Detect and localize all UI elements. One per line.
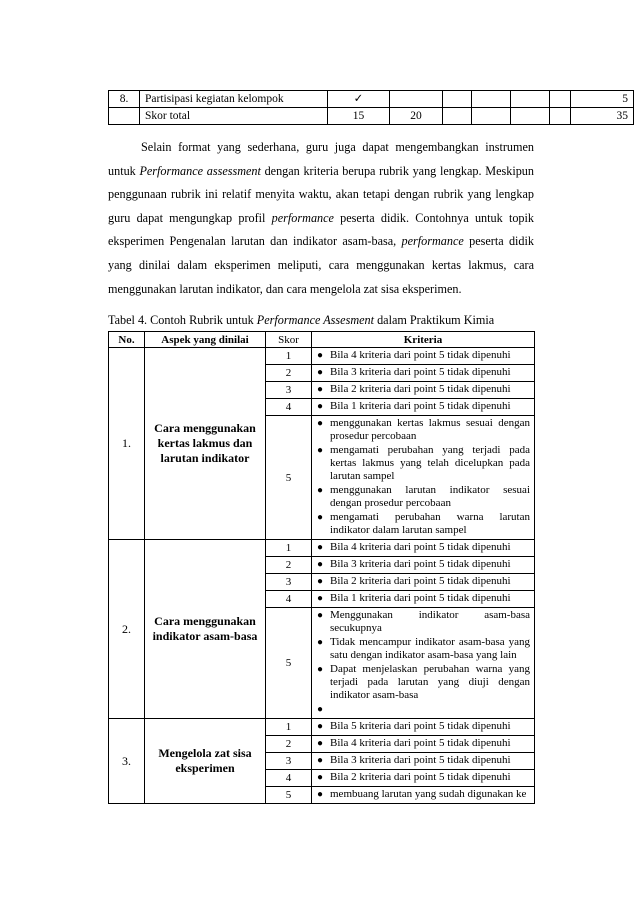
bullet-icon: ●: [317, 738, 324, 749]
score-cell-aspek: Partisipasi kegiatan kelompok: [140, 91, 328, 108]
score-cell-c4: [472, 91, 511, 108]
rubric-number: 1.: [109, 348, 145, 540]
criteria-item: [316, 400, 530, 413]
rubric-score: 4: [266, 591, 312, 608]
rubric-row: [109, 348, 535, 365]
criteria-item: [316, 366, 530, 379]
criteria-item: [316, 417, 530, 443]
criteria-item: [316, 663, 530, 702]
criteria-text: Bila 3 kriteria dari point 5 tidak dipenuhi: [330, 366, 511, 378]
criteria-text: mengamati perubahan warna larutan indikator dalam larutan sampel: [330, 511, 530, 536]
rubric-criteria: [312, 382, 535, 399]
rubric-score: 5: [266, 416, 312, 540]
criteria-text: Bila 4 kriteria dari point 5 tidak dipenuhi: [330, 737, 511, 749]
criteria-item: [316, 575, 530, 588]
criteria-text: Bila 3 kriteria dari point 5 tidak dipenuhi: [330, 558, 511, 570]
score-cell-c2: 20: [390, 108, 443, 125]
criteria-text: Bila 2 kriteria dari point 5 tidak dipenuhi: [330, 771, 511, 783]
criteria-item: [316, 636, 530, 662]
score-cell-c1: ✓: [328, 91, 390, 108]
header-aspek: Aspek yang dinilai: [145, 332, 266, 348]
rubric-criteria: [312, 365, 535, 382]
rubric-score: 2: [266, 365, 312, 382]
rubric-number: 2.: [109, 540, 145, 719]
criteria-text: Bila 2 kriteria dari point 5 tidak dipenuhi: [330, 383, 511, 395]
rubric-criteria: [312, 753, 535, 770]
paragraph-line1: Selain format yang sederhana, guru juga dapat mengembangkan instrumen: [141, 140, 534, 154]
criteria-item: [316, 720, 530, 733]
bullet-icon: ●: [317, 755, 324, 766]
score-row: [109, 91, 634, 108]
rubric-criteria: [312, 416, 535, 540]
bullet-icon: ●: [317, 445, 324, 456]
criteria-list: [316, 592, 530, 605]
bullet-icon: ●: [317, 637, 324, 648]
rubric-score: 2: [266, 736, 312, 753]
score-cell-c4: [472, 108, 511, 125]
score-cell-total: 5: [571, 91, 634, 108]
rubric-criteria: [312, 787, 535, 804]
bullet-icon: ●: [317, 542, 324, 553]
rubric-criteria: [312, 736, 535, 753]
criteria-item: [316, 444, 530, 483]
rubric-criteria: [312, 719, 535, 736]
bullet-icon: ●: [317, 704, 324, 715]
bullet-icon: ●: [317, 401, 324, 412]
score-cell-no: [109, 108, 140, 125]
score-row: [109, 108, 634, 125]
rubric-row: [109, 540, 535, 557]
header-kriteria: Kriteria: [312, 332, 535, 348]
criteria-text: Bila 5 kriteria dari point 5 tidak dipenuhi: [330, 720, 511, 732]
criteria-text: Dapat menjelaskan perubahan warna yang terjadi pada larutan yang diuji dengan indikator asam-basa: [330, 663, 530, 701]
criteria-item: [316, 703, 530, 716]
criteria-item: [316, 609, 530, 635]
bullet-icon: ●: [317, 512, 324, 523]
rubric-score: 1: [266, 719, 312, 736]
rubric-criteria: [312, 540, 535, 557]
rubric-aspect: Cara menggunakan kertas lakmus dan larutan indikator: [145, 348, 266, 540]
criteria-item: [316, 349, 530, 362]
rubric-criteria: [312, 557, 535, 574]
rubric-header-row: [109, 332, 535, 348]
rubric-score: 4: [266, 399, 312, 416]
criteria-item: [316, 754, 530, 767]
rubric-score: 5: [266, 608, 312, 719]
criteria-item: [316, 541, 530, 554]
criteria-list: [316, 366, 530, 379]
criteria-item: [316, 484, 530, 510]
score-cell-c3: [443, 108, 472, 125]
rubric-criteria: [312, 608, 535, 719]
rubric-aspect: Mengelola zat sisa eksperimen: [145, 719, 266, 804]
criteria-list: [316, 575, 530, 588]
criteria-text: membuang larutan yang sudah digunakan ke: [330, 788, 527, 800]
criteria-list: [316, 400, 530, 413]
criteria-list: [316, 720, 530, 733]
score-cell-total: 35: [571, 108, 634, 125]
rubric-criteria: [312, 348, 535, 365]
bullet-icon: ●: [317, 350, 324, 361]
rubric-score: 5: [266, 787, 312, 804]
criteria-item: [316, 383, 530, 396]
rubric-criteria: [312, 770, 535, 787]
rubric-score: 4: [266, 770, 312, 787]
criteria-text: menggunakan kertas lakmus sesuai dengan prosedur percobaan: [330, 417, 530, 442]
rubric-score: 1: [266, 540, 312, 557]
bullet-icon: ●: [317, 367, 324, 378]
criteria-item: [316, 511, 530, 537]
rubric-score: 3: [266, 382, 312, 399]
header-no: No.: [109, 332, 145, 348]
rubric-criteria: [312, 591, 535, 608]
criteria-list: [316, 754, 530, 767]
criteria-list: [316, 349, 530, 362]
score-cell-c6: [550, 108, 571, 125]
criteria-text: Bila 4 kriteria dari point 5 tidak dipenuhi: [330, 541, 511, 553]
criteria-list: [316, 383, 530, 396]
bullet-icon: ●: [317, 576, 324, 587]
bullet-icon: ●: [317, 789, 324, 800]
score-cell-c2: [390, 91, 443, 108]
criteria-text: menggunakan larutan indikator sesuai dengan prosedur percobaan: [330, 484, 530, 509]
criteria-item: [316, 592, 530, 605]
bullet-icon: ●: [317, 772, 324, 783]
criteria-text: Bila 2 kriteria dari point 5 tidak dipenuhi: [330, 575, 511, 587]
score-cell-aspek: Skor total: [140, 108, 328, 125]
criteria-list: [316, 417, 530, 537]
score-summary-table: [108, 90, 634, 125]
score-cell-c5: [511, 91, 550, 108]
bullet-icon: ●: [317, 610, 324, 621]
score-cell-c3: [443, 91, 472, 108]
criteria-text: Tidak mencampur indikator asam-basa yang satu dengan indikator asam-basa yang lain: [330, 636, 530, 661]
bullet-icon: ●: [317, 418, 324, 429]
rubric-criteria: [312, 574, 535, 591]
criteria-item: [316, 737, 530, 750]
rubric-aspect: Cara menggunakan indikator asam-basa: [145, 540, 266, 719]
criteria-text: Bila 1 kriteria dari point 5 tidak dipenuhi: [330, 400, 511, 412]
criteria-text: mengamati perubahan yang terjadi pada kertas lakmus yang telah dicelupkan pada larutan sampel: [330, 444, 530, 482]
score-cell-no: 8.: [109, 91, 140, 108]
rubric-criteria: [312, 399, 535, 416]
body-paragraph: Selain format yang sederhana, guru juga dapat mengembangkan instrumen untuk Performance assessment dengan kriteria berupa rubrik yang lengkap. Meskipun penggunaan rubrik ini relatif menyita waktu, akan tetapi dengan rubrik yang lengkap guru dapat mengungkap profil performance peserta didik. Contohnya untuk topik eksperimen Pengenalan larutan dan indikator asam-basa, performance peserta didik yang dinilai dalam eksperimen meliputi, cara menggunakan kertas lakmus, cara menggunakan larutan indikator, dan cara mengelola zat sisa eksperimen.: [108, 140, 534, 296]
criteria-list: [316, 737, 530, 750]
criteria-text: Bila 1 kriteria dari point 5 tidak dipenuhi: [330, 592, 511, 604]
criteria-list: [316, 541, 530, 554]
rubric-score: 2: [266, 557, 312, 574]
criteria-item: [316, 788, 530, 801]
criteria-list: [316, 609, 530, 716]
bullet-icon: ●: [317, 384, 324, 395]
criteria-text: Bila 4 kriteria dari point 5 tidak dipenuhi: [330, 349, 511, 361]
rubric-score: 1: [266, 348, 312, 365]
bullet-icon: ●: [317, 721, 324, 732]
criteria-list: [316, 788, 530, 801]
criteria-text: Menggunakan indikator asam-basa secukupnya: [330, 609, 530, 634]
rubric-number: 3.: [109, 719, 145, 804]
score-cell-c1: 15: [328, 108, 390, 125]
rubric-row: [109, 719, 535, 736]
criteria-list: [316, 558, 530, 571]
criteria-item: [316, 771, 530, 784]
rubric-table: [108, 331, 535, 804]
criteria-text: Bila 3 kriteria dari point 5 tidak dipenuhi: [330, 754, 511, 766]
score-cell-c6: [550, 91, 571, 108]
table-caption: Tabel 4. Contoh Rubrik untuk Performance Assesment dalam Praktikum Kimia: [108, 313, 495, 327]
rubric-score: 3: [266, 574, 312, 591]
rubric-score: 3: [266, 753, 312, 770]
criteria-item: [316, 558, 530, 571]
bullet-icon: ●: [317, 485, 324, 496]
criteria-list: [316, 771, 530, 784]
bullet-icon: ●: [317, 559, 324, 570]
bullet-icon: ●: [317, 593, 324, 604]
header-skor: Skor: [266, 332, 312, 348]
bullet-icon: ●: [317, 664, 324, 675]
score-cell-c5: [511, 108, 550, 125]
